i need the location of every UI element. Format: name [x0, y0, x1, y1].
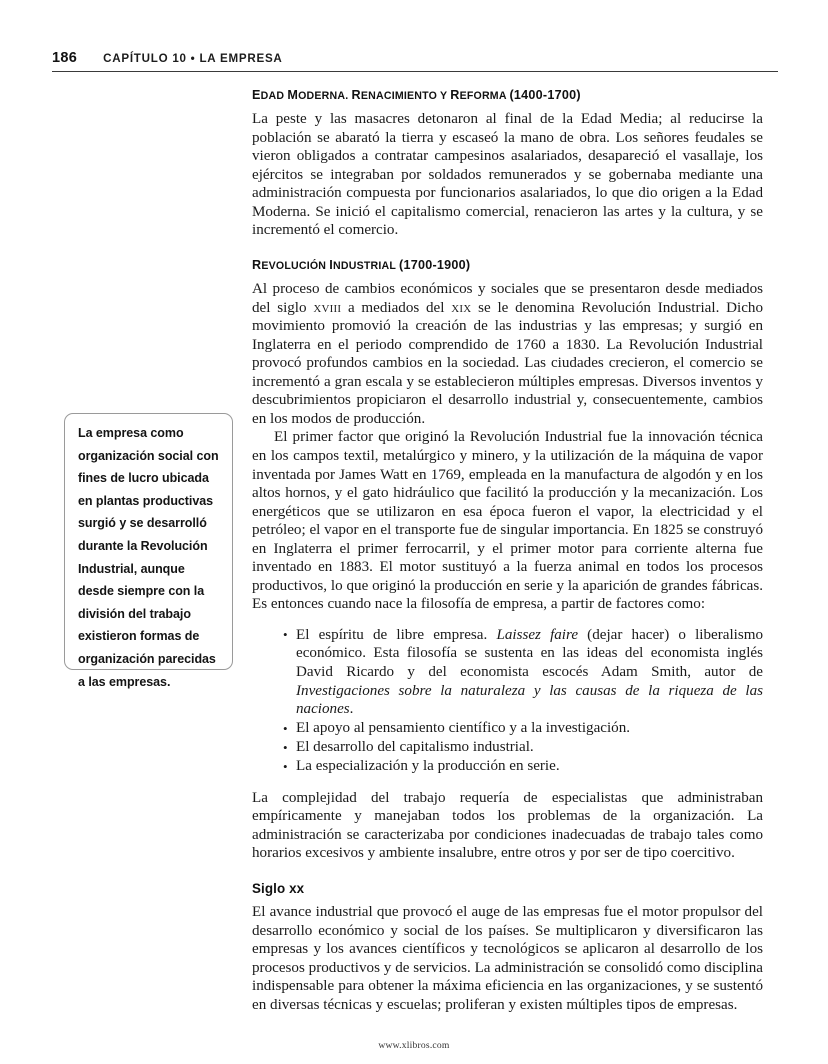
running-head-row	[52, 50, 778, 66]
list-item: • El apoyo al pensamiento científico y a la investigación.	[283, 719, 763, 738]
factors-bullet-list	[252, 626, 763, 776]
italic-phrase: Laissez faire	[496, 626, 579, 643]
margin-callout-box	[64, 413, 233, 689]
paragraph: La peste y las masacres detonaron al final de la Edad Media; al reducirse la población se abarató la tierra y escaseó la mano de obra. Los señores feudales se vieron obligados a contratar campesinos asalariados, desapareció el vasallaje, los ejércitos se integraban por soldados remunerados y se gobernaba mediante una administración compuesta por funcionarios asalariados, lo que dio origen a la Edad Moderna. Se inició el capitalismo comercial, renacieron las artes y la cultura, y se incrementó el comercio.	[252, 111, 763, 239]
text-run: El espíritu de libre empresa.	[296, 626, 497, 643]
main-text-column	[252, 88, 763, 1014]
paragraph: La complejidad del trabajo requería de especialistas que administraban empíricamente y manejaban todos los problemas de la organización. La administración se caracterizaba por condiciones inadecuadas de trabajo tales como horarios excesivos y ambiente insalubre, entre otros y por ser de tipo coercitivo.	[252, 789, 763, 862]
heading-word: Siglo	[252, 880, 290, 896]
heading-cap: E	[252, 88, 261, 102]
heading-numeral: xx	[289, 880, 305, 896]
page-folio: 186	[52, 50, 78, 66]
heading-smallcaps: NDUSTRIAL	[333, 259, 399, 272]
heading-cap: M	[287, 88, 299, 102]
section-heading-siglo-xx	[252, 881, 763, 896]
margin-callout-text: La empresa como organización social con fines de lucro ubicada en plantas productivas surgió y se desarrolló durante la Revolución Industrial, aunque desde siempre con la división del trabajo existieron formas de organización parecidas a las empresas.	[78, 426, 219, 689]
heading-cap: R	[351, 88, 361, 102]
section-heading-revolucion-industrial	[252, 258, 763, 273]
text-run: .	[349, 701, 354, 718]
italic-book-title: Investigaciones sobre la naturaleza y las causas de la riqueza de las naciones	[296, 682, 763, 718]
heading-years: (1400-1700)	[509, 88, 581, 102]
heading-smallcaps: ENACIMIENTO Y	[360, 90, 451, 102]
heading-years: (1700-1900)	[399, 257, 471, 272]
heading-smallcaps: EVOLUCIÓN	[261, 259, 330, 272]
text-run: Al proceso de cambios económicos y sociales que se presentaron desde mediados del siglo	[252, 281, 763, 316]
list-item: • La especialización y la producción en serie.	[283, 757, 763, 776]
roman-numeral-smallcaps: xix	[451, 299, 472, 316]
page-footer: www.xlibros.com	[378, 1040, 450, 1051]
header-divider	[52, 71, 778, 72]
text-run: (dejar hacer) o liberalismo económico. Esta filosofía se sustenta en las ideas del economista inglés David Ricardo y del economista escocés Adam Smith, autor de	[296, 626, 763, 680]
paragraph: El primer factor que originó la Revolución Industrial fue la innovación técnica en los campos textil, metalúrgico y minero, y la utilización de la máquina de vapor inventada por James Watt en 1769, empleada en la manufactura de algodón y en los altos hornos, y el gato hidráulico que facilitó la producción y la mecanización. Los energéticos que se utilizaron en esa época fueron el vapor, la electricidad y el petróleo; el vapor en el transporte fue de singular importancia. En 1825 se construyó en Inglaterra el primer ferrocarril, y el primer motor para corriente alterna fue inventado en 1883. El motor sustituyó a la fuerza animal en todos los procesos productivos, lo que originó la producción en serie y la aparición de grandes fábricas. Es entonces cuando nace la filosofía de empresa, a partir de factores como:	[252, 429, 763, 613]
heading-smallcaps: DAD	[260, 90, 288, 102]
heading-cap: R	[450, 88, 460, 102]
section-spacer	[252, 240, 763, 258]
heading-smallcaps: ODERNA.	[298, 90, 352, 102]
list-item: • El desarrollo del capitalismo industrial.	[283, 738, 763, 757]
paragraph	[252, 280, 763, 428]
text-run: se le denomina Revolución Industrial. Dicho movimiento promovió la creación de las industrias y las empresas; y surgió en Inglaterra en el periodo comprendido de 1760 a 1830. La Revolución Industrial provocó profundos cambios en la sociedad. Las ciudades crecieron, el comercio se incrementó a gran escala y se establecieron múltiples empresas. Diversos inventos y descubrimientos propiciaron el desarrollo industrial y, consecuentemente, cambios en los modos de producción.	[252, 299, 763, 427]
list-item	[283, 626, 763, 719]
roman-numeral-smallcaps: xviii	[313, 299, 342, 316]
section-heading-edad-moderna	[252, 88, 763, 103]
text-run: a mediados del	[341, 299, 452, 316]
chapter-title: CAPÍTULO 10 • LA EMPRESA	[103, 52, 283, 65]
heading-cap: R	[252, 257, 262, 272]
running-head	[52, 50, 778, 72]
heading-cap: I	[329, 257, 334, 272]
paragraph: El avance industrial que provocó el auge de las empresas fue el motor propulsor del desarrollo económico y social de los países. Se multiplicaron y diversificaron las empresas y los avances científicos y tecnológicos se aplicaron al desarrollo de los procesos productivos y de servicios. La administración se consolidó como disciplina indispensable para obtener la máxima eficiencia en las organizaciones, y se sustentó en diversas técnicas y escuelas; proliferan y existen múltiples tipos de empresas.	[252, 903, 763, 1013]
heading-smallcaps: EFORMA	[459, 90, 510, 102]
section-spacer	[252, 863, 763, 881]
